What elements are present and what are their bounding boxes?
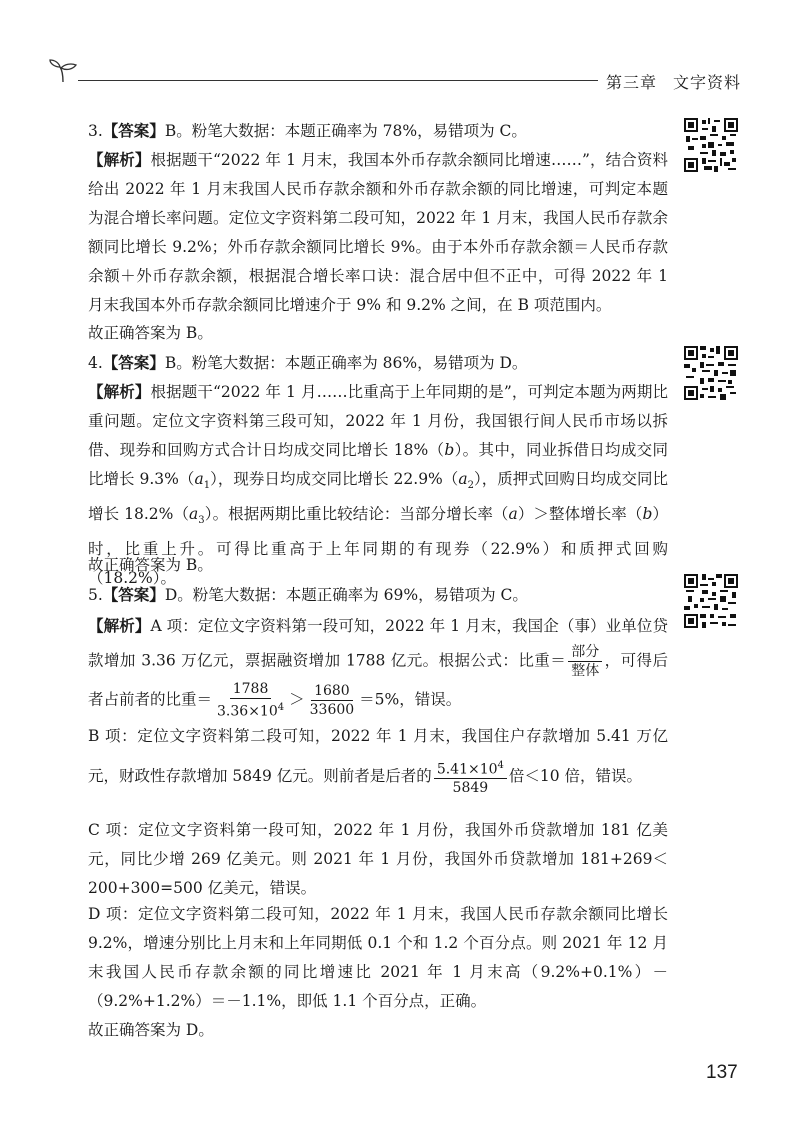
fraction-1680 (307, 682, 358, 719)
var-a1: a (194, 470, 204, 488)
q3-analysis-text: 根据题干“2022 年 1 月末，我国本外币存款余额同比增速……”，结合资料给出 2022 年 1 月末我国人民币存款余额和外币存款余额的同比增速，可判定本题为混合增长率问题。定位文字资料第二段可知，2022 年 1 月末，我国人民币存款余额同比增长 9.2%；外币存款余额同比增长 9%。由于本外币存款余额＝人民币存款余额＋外币存款余额，根据混合增长率口诀：混合居中但不正中，可得 2022 年 1 月末我国本外币存款余额同比增速介于 9% 和 9.2% 之间，在 B 项范围内。 (88, 151, 668, 314)
q5-answer (88, 580, 668, 610)
frac-den-exp: 4 (277, 702, 285, 713)
q4-answer-text: B。粉笔大数据：本题正确率为 86%，易错项为 D。 (164, 354, 528, 372)
q5-conclusion: 故正确答案为 D。 (88, 1021, 214, 1039)
q4-analysis-part: 根据题干“2022 年 1 月……比重高于上年同期的是”，可判定本题为两期比重问题。定位文字资料第三段可知，2022 年 1 月份，我国银行间人民币市场以拆借、现券和回购方式合计日均成交同比增长 18%（ (88, 383, 668, 459)
q4-conclusion: 故正确答案为 B。 (88, 556, 213, 574)
q4-answer (88, 348, 668, 378)
chapter-title: 文字资料 (673, 73, 742, 92)
chapter-number: 第三章 (606, 73, 658, 92)
frac-num: 部分 (568, 643, 602, 662)
chapter-header (606, 70, 741, 93)
var-a2: a (458, 470, 468, 488)
q5-number: 5. (88, 586, 103, 604)
fraction-1788 (214, 680, 287, 721)
frac-num: 1680 (311, 682, 353, 701)
frac-den: 5849 (452, 780, 489, 797)
frac-num (434, 757, 507, 780)
var-b: b (444, 441, 455, 459)
q4-analysis-part: ）。根据两期比重比较结论：当部分增长率（ (204, 505, 509, 524)
answer-label: 【答案】 (102, 121, 165, 140)
sub-3: 3 (198, 515, 205, 527)
frac-den: 整体 (571, 663, 600, 679)
q5-analysis-c: C 项：定位文字资料第一段可知，2022 年 1 月份，我国外币贷款增加 181 亿美元，同比少增 269 亿美元。则 2021 年 1 月份，我国外币贷款增加 181+269＜200+300=500 亿美元，错误。 (88, 821, 668, 897)
q5-analysis-d: D 项：定位文字资料第二段可知，2022 年 1 月末，我国人民币存款余额同比增长 9.2%，增速分别比上月末和上年同期低 0.1 个和 1.2 个百分点。则 2021 年 12 月末我国人民币存款余额的同比增速比 2021 年 1 月末高（9.2%+0.1%）－（9.2%+1.2%）＝－1.1%，即低 1.1 个百分点，正确。 (88, 905, 668, 1010)
var-a: a (508, 505, 518, 524)
q5-a-text: ，可得后者占前者的比重＝ (88, 651, 668, 709)
sub-2: 2 (467, 480, 474, 492)
q4-number: 4. (88, 354, 103, 372)
var-a3: a (189, 505, 199, 524)
q5-a-text: ＝5%，错误。 (359, 690, 462, 709)
qr-code-icon (684, 346, 738, 400)
q4-analysis-part: ）。其中，同业拆借日均成交同比增长 9.3%（ (88, 441, 668, 488)
analysis-label: 【解析】 (88, 382, 151, 401)
fraction-541 (434, 757, 507, 798)
q3-answer-text: B。粉笔大数据：本题正确率为 78%，易错项为 C。 (164, 122, 527, 140)
qr-code-icon (684, 574, 738, 628)
q5-analysis-b (88, 716, 668, 797)
q4-analysis-part: ）＞整体增长率（ (517, 505, 643, 524)
qr-code-q3[interactable] (684, 118, 738, 172)
sprout-logo-icon (46, 58, 80, 84)
q5-a-text: A 项：定位文字资料第一段可知，2022 年 1 月末，我国企（事）业单位贷款增加 3.36 万亿元，票据融资增加 1788 亿元。根据公式：比重＝ (88, 617, 668, 670)
answer-label: 【答案】 (102, 585, 165, 604)
analysis-label: 【解析】 (88, 616, 151, 635)
q5-answer-text: D。粉笔大数据：本题正确率为 69%，易错项为 C。 (164, 586, 528, 604)
gt-sign: ＞ (289, 690, 305, 709)
q5-b-text: 倍＜10 倍，错误。 (508, 767, 643, 785)
fraction-part-whole (568, 643, 602, 680)
qr-code-icon (684, 118, 738, 172)
analysis-label: 【解析】 (88, 150, 151, 169)
q5-b-text: B 项：定位文字资料第二段可知，2022 年 1 月末，我国住户存款增加 5.41 万亿元，财政性存款增加 5849 亿元。则前者是后者的 (88, 727, 668, 785)
q3-answer (88, 116, 668, 146)
qr-code-q4[interactable] (684, 346, 738, 400)
q4-analysis-part: ），质押式回购日均成交同比增长 18.2%（ (88, 470, 668, 524)
var-b: b (642, 505, 653, 524)
page-number: 137 (706, 1062, 738, 1083)
q3-conclusion: 故正确答案为 B。 (88, 324, 213, 342)
header-rule (78, 80, 598, 81)
frac-den: 33600 (309, 701, 355, 718)
q3-analysis (88, 145, 668, 320)
sub-1: 1 (203, 480, 211, 492)
qr-code-q5[interactable] (684, 574, 738, 628)
answer-label: 【答案】 (102, 353, 165, 372)
frac-den-base: 3.36×10 (217, 703, 278, 720)
frac-num-exp: 4 (497, 759, 504, 771)
q4-analysis-part: ）时，比重上升。可得比重高于上年同期的有现券（22.9%）和质押式回购（18.2%）。 (88, 505, 668, 588)
q5-analysis-a (88, 609, 668, 721)
frac-num: 1788 (230, 680, 272, 699)
q3-number: 3. (88, 122, 103, 140)
q4-analysis-part: ），现券日均成交同比增长 22.9%（ (210, 470, 459, 488)
frac-num-base: 5.41×10 (436, 761, 498, 778)
